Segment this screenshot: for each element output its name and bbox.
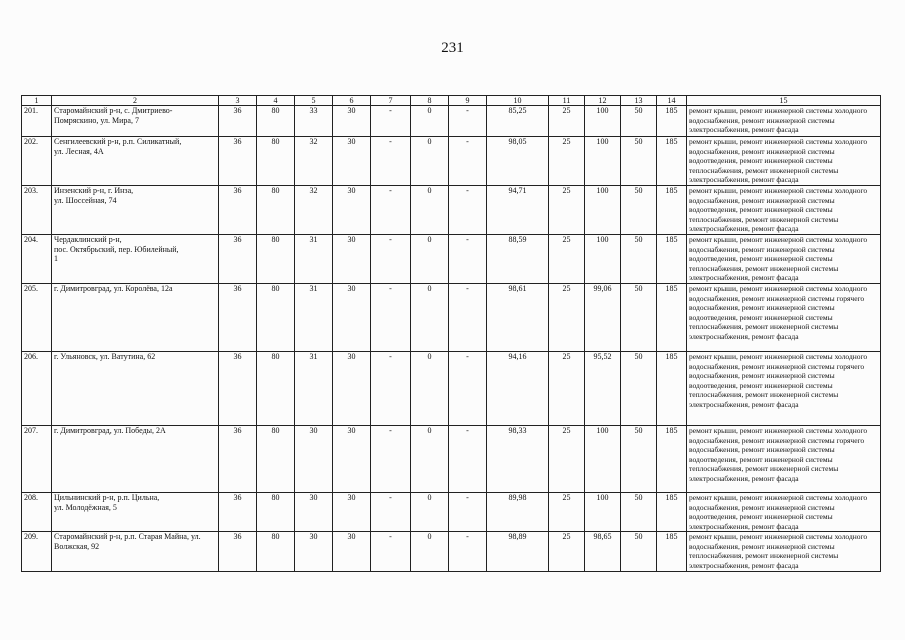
value-cell: 25 [549,532,585,571]
value-cell: - [371,492,411,531]
value-cell: - [371,532,411,571]
value-cell: 0 [411,492,449,531]
value-cell: 30 [295,492,333,531]
value-cell: 31 [295,234,333,283]
address-cell: Сенгилеевский р-н, р.п. Силикатный, ул. Лесная, 4А [52,137,219,186]
column-number-row [22,96,881,106]
value-cell: 36 [219,283,257,351]
value-cell: 99,06 [585,283,621,351]
value-cell: 31 [295,351,333,425]
row-number: 202. [22,137,52,186]
value-cell: 32 [295,185,333,234]
value-cell: 185 [657,234,687,283]
table-row [22,532,881,571]
column-header: 11 [549,96,585,106]
value-cell: 100 [585,185,621,234]
table-row [22,106,881,137]
value-cell: 30 [333,185,371,234]
value-cell: 185 [657,185,687,234]
row-number: 207. [22,425,52,492]
column-header: 14 [657,96,687,106]
value-cell: 32 [295,137,333,186]
column-header: 12 [585,96,621,106]
table-row [22,185,881,234]
value-cell: 30 [333,137,371,186]
value-cell: 80 [257,532,295,571]
value-cell: 185 [657,106,687,137]
value-cell: - [371,425,411,492]
column-header: 2 [52,96,219,106]
table-row [22,492,881,531]
value-cell: 100 [585,425,621,492]
works-cell: ремонт крыши, ремонт инженерной системы холодного водоснабжения, ремонт инженерной системы электроснабжения, ремонт фасада [687,106,881,137]
value-cell: 25 [549,425,585,492]
column-header: 13 [621,96,657,106]
column-header: 4 [257,96,295,106]
column-header: 8 [411,96,449,106]
value-cell: 0 [411,234,449,283]
value-cell: 30 [333,351,371,425]
value-cell: - [371,351,411,425]
value-cell: 85,25 [487,106,549,137]
table-row [22,137,881,186]
value-cell: 30 [333,106,371,137]
value-cell: 0 [411,425,449,492]
value-cell: 30 [333,532,371,571]
address-cell: г. Димитровград, ул. Победы, 2А [52,425,219,492]
value-cell: - [449,283,487,351]
value-cell: 50 [621,532,657,571]
value-cell: 94,71 [487,185,549,234]
value-cell: - [371,185,411,234]
value-cell: - [371,283,411,351]
row-number: 206. [22,351,52,425]
value-cell: 80 [257,234,295,283]
value-cell: - [449,106,487,137]
value-cell: 33 [295,106,333,137]
works-cell: ремонт крыши, ремонт инженерной системы холодного водоснабжения, ремонт инженерной системы горячего водоснабжения, ремонт инженерной системы водоотведения, ремонт инженерной системы теплоснабжения, ремонт инженерной системы электроснабжения, ремонт фасада [687,351,881,425]
value-cell: 80 [257,137,295,186]
value-cell: 25 [549,283,585,351]
value-cell: - [449,351,487,425]
value-cell: 36 [219,106,257,137]
value-cell: 185 [657,425,687,492]
value-cell: 98,89 [487,532,549,571]
value-cell: 36 [219,351,257,425]
column-header: 7 [371,96,411,106]
value-cell: 80 [257,351,295,425]
value-cell: 30 [333,234,371,283]
value-cell: - [449,492,487,531]
value-cell: 36 [219,234,257,283]
works-cell: ремонт крыши, ремонт инженерной системы холодного водоснабжения, ремонт инженерной системы водоотведения, ремонт инженерной системы теплоснабжения, ремонт инженерной системы электроснабжения, ремонт фасада [687,185,881,234]
value-cell: 98,65 [585,532,621,571]
value-cell: 25 [549,137,585,186]
value-cell: 98,33 [487,425,549,492]
column-header: 1 [22,96,52,106]
works-cell: ремонт крыши, ремонт инженерной системы холодного водоснабжения, ремонт инженерной системы теплоснабжения, ремонт инженерной системы электроснабжения, ремонт фасада [687,532,881,571]
value-cell: - [449,425,487,492]
works-cell: ремонт крыши, ремонт инженерной системы холодного водоснабжения, ремонт инженерной системы водоотведения, ремонт инженерной системы электроснабжения, ремонт фасада [687,492,881,531]
value-cell: 30 [295,425,333,492]
value-cell: 25 [549,492,585,531]
address-cell: Чердаклинский р-н, пос. Октябрьский, пер. Юбилейный, 1 [52,234,219,283]
address-cell: Инзенский р-н, г. Инза, ул. Шоссейная, 74 [52,185,219,234]
value-cell: 100 [585,234,621,283]
column-header: 5 [295,96,333,106]
value-cell: 185 [657,283,687,351]
value-cell: 50 [621,185,657,234]
column-header: 15 [687,96,881,106]
address-cell: Старомайнский р-н, р.п. Старая Майна, ул. Волжская, 92 [52,532,219,571]
column-header: 3 [219,96,257,106]
value-cell: 30 [333,283,371,351]
value-cell: 25 [549,106,585,137]
table-row [22,425,881,492]
value-cell: 185 [657,492,687,531]
column-header: 6 [333,96,371,106]
works-cell: ремонт крыши, ремонт инженерной системы холодного водоснабжения, ремонт инженерной системы водоотведения, ремонт инженерной системы теплоснабжения, ремонт инженерной системы электроснабжения, ремонт фасада [687,137,881,186]
works-cell: ремонт крыши, ремонт инженерной системы холодного водоснабжения, ремонт инженерной системы горячего водоснабжения, ремонт инженерной системы водоотведения, ремонт инженерной системы теплоснабжения, ремонт инженерной системы электроснабжения, ремонт фасада [687,283,881,351]
value-cell: 89,98 [487,492,549,531]
value-cell: 50 [621,106,657,137]
value-cell: 80 [257,185,295,234]
row-number: 205. [22,283,52,351]
value-cell: 80 [257,106,295,137]
value-cell: - [449,185,487,234]
value-cell: 50 [621,425,657,492]
address-cell: г. Ульяновск, ул. Ватутина, 62 [52,351,219,425]
works-cell: ремонт крыши, ремонт инженерной системы холодного водоснабжения, ремонт инженерной системы водоотведения, ремонт инженерной системы теплоснабжения, ремонт инженерной системы электроснабжения, ремонт фасада [687,234,881,283]
value-cell: 0 [411,106,449,137]
row-number: 201. [22,106,52,137]
value-cell: 50 [621,137,657,186]
table-row [22,234,881,283]
value-cell: 185 [657,532,687,571]
value-cell: 30 [333,492,371,531]
value-cell: 50 [621,492,657,531]
value-cell: 25 [549,185,585,234]
value-cell: - [371,106,411,137]
value-cell: 98,61 [487,283,549,351]
value-cell: 100 [585,492,621,531]
value-cell: 100 [585,137,621,186]
row-number: 208. [22,492,52,531]
value-cell: - [371,234,411,283]
value-cell: - [449,137,487,186]
value-cell: 80 [257,425,295,492]
value-cell: 100 [585,106,621,137]
value-cell: 94,16 [487,351,549,425]
value-cell: 31 [295,283,333,351]
value-cell: 30 [295,532,333,571]
value-cell: 80 [257,283,295,351]
value-cell: 50 [621,283,657,351]
value-cell: - [449,532,487,571]
value-cell: - [449,234,487,283]
value-cell: 0 [411,137,449,186]
value-cell: 36 [219,532,257,571]
address-cell: г. Димитровград, ул. Королёва, 12а [52,283,219,351]
address-cell: Цильнинский р-н, р.п. Цильна, ул. Молодёжная, 5 [52,492,219,531]
value-cell: 0 [411,532,449,571]
value-cell: 0 [411,185,449,234]
row-number: 204. [22,234,52,283]
page-number: 231 [441,40,464,56]
value-cell: 80 [257,492,295,531]
row-number: 209. [22,532,52,571]
value-cell: 95,52 [585,351,621,425]
value-cell: 36 [219,425,257,492]
value-cell: 36 [219,492,257,531]
value-cell: 185 [657,351,687,425]
address-cell: Старомайнский р-н, с. Дмитриево-Помряскино, ул. Мира, 7 [52,106,219,137]
table-row [22,351,881,425]
value-cell: 98,05 [487,137,549,186]
value-cell: 25 [549,351,585,425]
value-cell: 50 [621,234,657,283]
value-cell: 0 [411,283,449,351]
value-cell: 25 [549,234,585,283]
column-header: 10 [487,96,549,106]
works-cell: ремонт крыши, ремонт инженерной системы холодного водоснабжения, ремонт инженерной системы горячего водоснабжения, ремонт инженерной системы водоотведения, ремонт инженерной системы теплоснабжения, ремонт инженерной системы электроснабжения, ремонт фасада [687,425,881,492]
column-header: 9 [449,96,487,106]
row-number: 203. [22,185,52,234]
value-cell: 185 [657,137,687,186]
table-row [22,283,881,351]
value-cell: 0 [411,351,449,425]
value-cell: - [371,137,411,186]
value-cell: 36 [219,185,257,234]
building-repair-table [21,95,881,572]
value-cell: 50 [621,351,657,425]
value-cell: 30 [333,425,371,492]
value-cell: 88,59 [487,234,549,283]
value-cell: 36 [219,137,257,186]
